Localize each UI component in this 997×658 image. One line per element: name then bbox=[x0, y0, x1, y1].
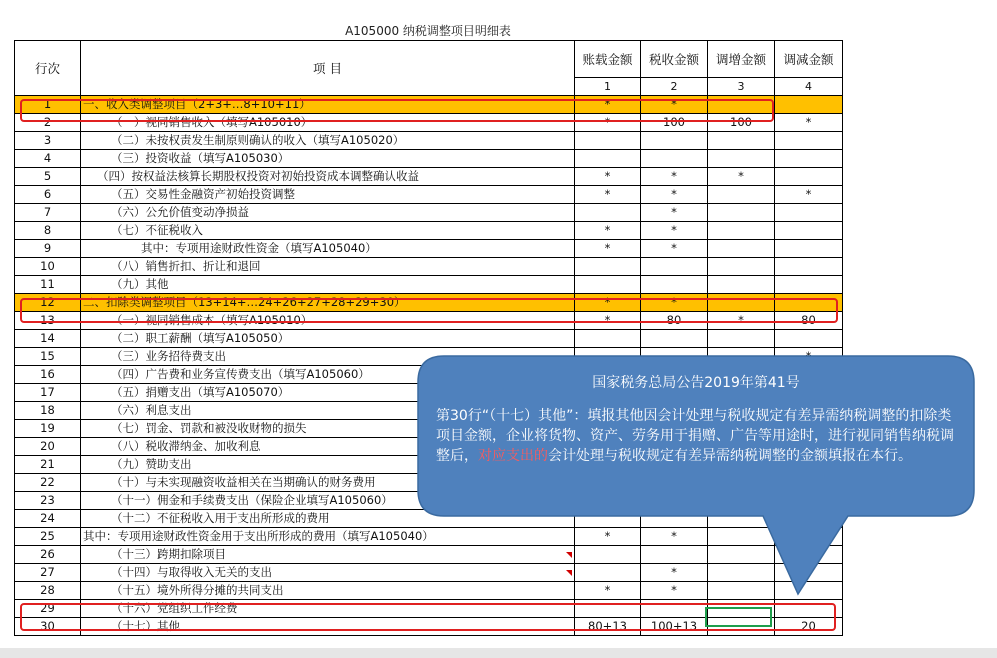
row-item[interactable]: （三）业务招待费支出 bbox=[81, 348, 575, 366]
callout-heading: 国家税务总局公告2019年第41号 bbox=[592, 375, 800, 391]
book-amount-cell[interactable]: * bbox=[575, 96, 641, 114]
tax-amount-cell[interactable]: * bbox=[641, 222, 708, 240]
decrease-amount-cell[interactable] bbox=[775, 276, 843, 294]
tax-amount-cell[interactable] bbox=[641, 258, 708, 276]
row-item[interactable]: （十四）与取得收入无关的支出 bbox=[81, 564, 575, 582]
tax-amount-cell[interactable]: * bbox=[641, 168, 708, 186]
tax-amount-cell[interactable] bbox=[641, 330, 708, 348]
increase-amount-cell[interactable] bbox=[708, 150, 775, 168]
row-item[interactable]: （十三）跨期扣除项目 bbox=[81, 546, 575, 564]
book-amount-cell[interactable]: 80+13 bbox=[575, 618, 641, 636]
callout-shape bbox=[418, 356, 974, 596]
row-number[interactable]: 30 bbox=[15, 618, 81, 636]
increase-amount-cell[interactable] bbox=[708, 204, 775, 222]
row-number[interactable]: 4 bbox=[15, 150, 81, 168]
tax-amount-cell[interactable] bbox=[641, 276, 708, 294]
row-number[interactable]: 18 bbox=[15, 402, 81, 420]
row-number[interactable]: 2 bbox=[15, 114, 81, 132]
decrease-amount-cell[interactable] bbox=[775, 132, 843, 150]
tax-amount-cell[interactable]: * bbox=[641, 564, 708, 582]
row-number[interactable]: 25 bbox=[15, 528, 81, 546]
decrease-amount-cell[interactable] bbox=[775, 150, 843, 168]
row-item[interactable]: （十）与未实现融资收益相关在当期确认的财务费用 bbox=[81, 474, 575, 492]
row-number[interactable]: 27 bbox=[15, 564, 81, 582]
book-amount-cell[interactable]: * bbox=[575, 312, 641, 330]
row-number[interactable]: 13 bbox=[15, 312, 81, 330]
tax-amount-cell[interactable]: * bbox=[641, 582, 708, 600]
callout-text-before: 第30行“（十七）其他”：填报其他因会计处理与税收规定有差异需纳税调整的扣除类项目金额，企业将货物、资产、劳务用于捐赠、广告等用途时，进行视同销售纳税调整后， bbox=[436, 408, 954, 464]
decrease-amount-cell[interactable]: * bbox=[775, 186, 843, 204]
callout-body bbox=[436, 406, 958, 466]
row-number[interactable]: 16 bbox=[15, 366, 81, 384]
row-item[interactable]: （五）交易性金融资产初始投资调整 bbox=[81, 186, 575, 204]
increase-amount-cell[interactable] bbox=[708, 276, 775, 294]
row-item[interactable]: （一）视同销售收入（填写A105010） bbox=[81, 114, 575, 132]
book-amount-cell[interactable] bbox=[575, 132, 641, 150]
row-item[interactable]: （七）不征税收入 bbox=[81, 222, 575, 240]
tax-amount-cell[interactable]: 100 bbox=[641, 114, 708, 132]
decrease-amount-cell[interactable]: 80 bbox=[775, 312, 843, 330]
book-amount-cell[interactable] bbox=[575, 330, 641, 348]
table-row bbox=[15, 168, 843, 186]
row-item[interactable]: （四）广告费和业务宣传费支出（填写A105060） bbox=[81, 366, 575, 384]
increase-amount-cell[interactable]: * bbox=[708, 168, 775, 186]
row-item[interactable]: （六）公允价值变动净损益 bbox=[81, 204, 575, 222]
header-col-num-2: 2 bbox=[641, 78, 708, 96]
row-number[interactable]: 12 bbox=[15, 294, 81, 312]
row-item[interactable]: （八）销售折扣、折让和退回 bbox=[81, 258, 575, 276]
row-item[interactable]: （二）未按权责发生制原则确认的收入（填写A105020） bbox=[81, 132, 575, 150]
row-number[interactable]: 21 bbox=[15, 456, 81, 474]
row-number[interactable]: 29 bbox=[15, 600, 81, 618]
decrease-amount-cell[interactable] bbox=[775, 258, 843, 276]
decrease-amount-cell[interactable] bbox=[775, 168, 843, 186]
row-item[interactable]: （六）利息支出 bbox=[81, 402, 575, 420]
row-item[interactable]: （十二）不征税收入用于支出所形成的费用 bbox=[81, 510, 575, 528]
row-item[interactable]: （十五）境外所得分摊的共同支出 bbox=[81, 582, 575, 600]
table-row bbox=[15, 150, 843, 168]
book-amount-cell[interactable]: * bbox=[575, 186, 641, 204]
tax-amount-cell[interactable]: * bbox=[641, 96, 708, 114]
increase-amount-cell[interactable] bbox=[708, 132, 775, 150]
tax-amount-cell[interactable] bbox=[641, 150, 708, 168]
row-item[interactable]: （三）投资收益（填写A105030） bbox=[81, 150, 575, 168]
increase-amount-cell[interactable] bbox=[708, 258, 775, 276]
header-col-3: 调增金额 bbox=[708, 41, 775, 78]
tax-amount-cell[interactable]: 100+13 bbox=[641, 618, 708, 636]
row-number[interactable]: 24 bbox=[15, 510, 81, 528]
header-col-num-4: 4 bbox=[775, 78, 843, 96]
tax-amount-cell[interactable]: * bbox=[641, 528, 708, 546]
row-item[interactable]: （十六）党组织工作经费 bbox=[81, 600, 575, 618]
table-row bbox=[15, 186, 843, 204]
book-amount-cell[interactable]: * bbox=[575, 582, 641, 600]
tax-amount-cell[interactable]: * bbox=[641, 240, 708, 258]
table-row bbox=[15, 204, 843, 222]
increase-amount-cell[interactable] bbox=[708, 186, 775, 204]
row-item[interactable]: 二、扣除类调整项目（13+14+…24+26+27+28+29+30） bbox=[81, 294, 575, 312]
row-number[interactable]: 15 bbox=[15, 348, 81, 366]
decrease-amount-cell[interactable]: 20 bbox=[775, 618, 843, 636]
book-amount-cell[interactable] bbox=[575, 204, 641, 222]
table-row bbox=[15, 240, 843, 258]
selected-cell[interactable] bbox=[705, 607, 772, 627]
tax-amount-cell[interactable]: 80 bbox=[641, 312, 708, 330]
book-amount-cell[interactable] bbox=[575, 150, 641, 168]
header-col-1: 账载金额 bbox=[575, 41, 641, 78]
book-amount-cell[interactable]: * bbox=[575, 114, 641, 132]
header-item: 项 目 bbox=[81, 41, 575, 96]
decrease-amount-cell[interactable] bbox=[775, 204, 843, 222]
decrease-amount-cell[interactable] bbox=[775, 222, 843, 240]
callout-highlight: 对应支出的 bbox=[478, 448, 548, 464]
row-item[interactable]: （八）税收滞纳金、加收利息 bbox=[81, 438, 575, 456]
header-col-2: 税收金额 bbox=[641, 41, 708, 78]
row-item[interactable]: 其中：专项用途财政性资金（填写A105040） bbox=[81, 240, 575, 258]
callout-text-after: 会计处理与税收规定有差异需纳税调整的金额填报在本行。 bbox=[548, 448, 912, 464]
row-number[interactable]: 19 bbox=[15, 420, 81, 438]
table-row bbox=[15, 276, 843, 294]
header-col-4: 调减金额 bbox=[775, 41, 843, 78]
decrease-amount-cell[interactable] bbox=[775, 240, 843, 258]
book-amount-cell[interactable]: * bbox=[575, 294, 641, 312]
row-number[interactable]: 26 bbox=[15, 546, 81, 564]
book-amount-cell[interactable] bbox=[575, 276, 641, 294]
row-item[interactable]: （一）视同销售成本（填写A105010） bbox=[81, 312, 575, 330]
row-number[interactable]: 9 bbox=[15, 240, 81, 258]
decrease-amount-cell[interactable]: * bbox=[775, 114, 843, 132]
row-item[interactable]: （二）职工薪酬（填写A105050） bbox=[81, 330, 575, 348]
book-amount-cell[interactable]: * bbox=[575, 222, 641, 240]
decrease-amount-cell[interactable] bbox=[775, 330, 843, 348]
row-number[interactable]: 20 bbox=[15, 438, 81, 456]
row-item[interactable]: 其中：专项用途财政性资金用于支出所形成的费用（填写A105040） bbox=[81, 528, 575, 546]
row-number[interactable]: 1 bbox=[15, 96, 81, 114]
book-amount-cell[interactable] bbox=[575, 258, 641, 276]
table-title: A105000 纳税调整项目明细表 bbox=[345, 24, 511, 38]
tax-amount-cell[interactable]: * bbox=[641, 204, 708, 222]
increase-amount-cell[interactable] bbox=[708, 222, 775, 240]
tax-amount-cell[interactable]: * bbox=[641, 294, 708, 312]
header-row-no: 行次 bbox=[15, 41, 81, 96]
book-amount-cell[interactable]: * bbox=[575, 168, 641, 186]
table-row bbox=[15, 258, 843, 276]
row-number[interactable]: 14 bbox=[15, 330, 81, 348]
row-number[interactable]: 22 bbox=[15, 474, 81, 492]
row-number[interactable]: 17 bbox=[15, 384, 81, 402]
decrease-amount-cell[interactable] bbox=[775, 96, 843, 114]
table-row bbox=[15, 132, 843, 150]
row-number[interactable]: 6 bbox=[15, 186, 81, 204]
row-number[interactable]: 8 bbox=[15, 222, 81, 240]
header-col-num-3: 3 bbox=[708, 78, 775, 96]
tax-amount-cell[interactable]: * bbox=[641, 186, 708, 204]
row-number[interactable]: 10 bbox=[15, 258, 81, 276]
row-number[interactable]: 23 bbox=[15, 492, 81, 510]
row-item[interactable]: （七）罚金、罚款和被没收财物的损失 bbox=[81, 420, 575, 438]
row-number[interactable]: 28 bbox=[15, 582, 81, 600]
table-row bbox=[15, 330, 843, 348]
highlight-row-2 bbox=[20, 99, 774, 122]
row-number[interactable]: 11 bbox=[15, 276, 81, 294]
tax-amount-cell[interactable] bbox=[641, 132, 708, 150]
header-col-num-1: 1 bbox=[575, 78, 641, 96]
increase-amount-cell[interactable]: 100 bbox=[708, 114, 775, 132]
book-amount-cell[interactable]: * bbox=[575, 528, 641, 546]
row-number[interactable]: 5 bbox=[15, 168, 81, 186]
row-item[interactable]: （九）其他 bbox=[81, 276, 575, 294]
row-item[interactable]: （五）捐赠支出（填写A105070） bbox=[81, 384, 575, 402]
highlight-row-13 bbox=[20, 298, 838, 323]
table-row bbox=[15, 222, 843, 240]
row-item[interactable]: （十一）佣金和手续费支出（保险企业填写A105060） bbox=[81, 492, 575, 510]
increase-amount-cell[interactable] bbox=[708, 330, 775, 348]
row-item[interactable]: （四）按权益法核算长期股权投资对初始投资成本调整确认收益 bbox=[81, 168, 575, 186]
increase-amount-cell[interactable] bbox=[708, 240, 775, 258]
status-bar bbox=[0, 648, 997, 658]
row-number[interactable]: 7 bbox=[15, 204, 81, 222]
row-item[interactable]: （十七）其他 bbox=[81, 618, 575, 636]
row-item[interactable]: 一、收入类调整项目（2+3+…8+10+11） bbox=[81, 96, 575, 114]
row-number[interactable]: 3 bbox=[15, 132, 81, 150]
increase-amount-cell[interactable]: * bbox=[708, 312, 775, 330]
row-item[interactable]: （九）赞助支出 bbox=[81, 456, 575, 474]
callout-bubble bbox=[418, 356, 974, 516]
book-amount-cell[interactable]: * bbox=[575, 240, 641, 258]
